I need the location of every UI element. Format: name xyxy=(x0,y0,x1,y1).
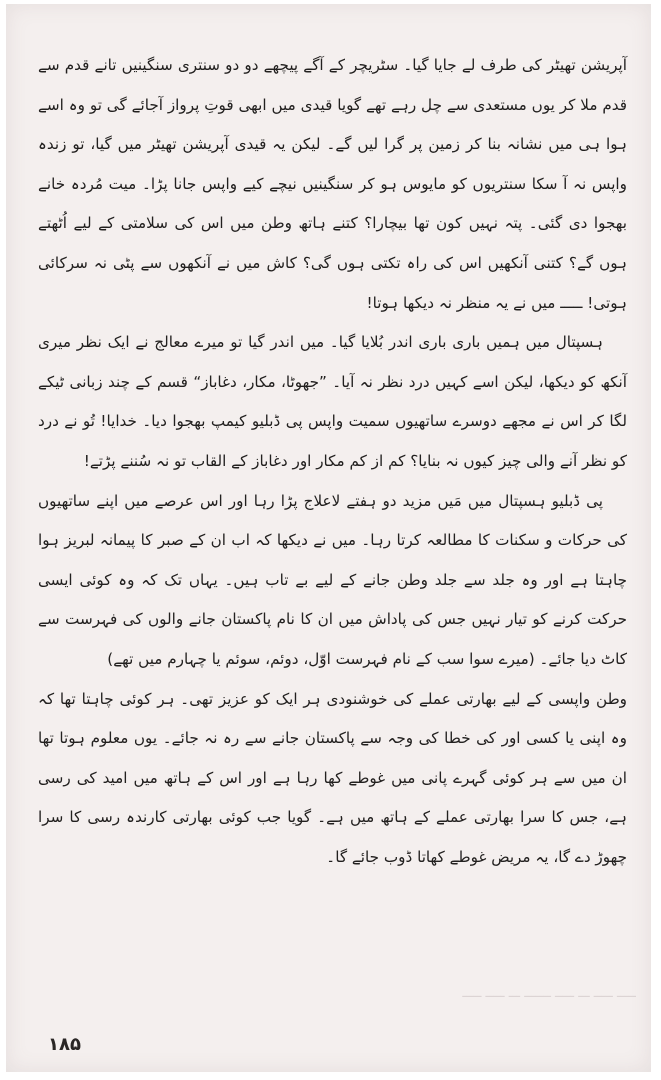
reverse-side-bleed-through: ـــــ ـــــ ـــ ـــــ ـــــــ ـــ ـــــ ـــــ xyxy=(462,986,636,1001)
paragraph-4: وطن واپسی کے لیے بھارتی عملے کی خوشنودی ہر ایک کو عزیز تھی۔ ہر کوئی چاہتا تھا کہ وہ اپنی یا کسی اور کی خطا کی وجہ سے پاکستان جانے سے رہ نہ جائے۔ یوں معلوم ہوتا تھا ان میں سے ہر کوئی گہرے پانی میں غوطے کھا رہا ہے اور اس کے ہاتھ میں امید کی رسی ہے، جس کا سرا بھارتی عملے کے ہاتھ میں ہے۔ گویا جب کوئی بھارتی کارندہ رسی کا سرا چھوڑ دے گا، یہ مریض غوطے کھاتا ڈوب جائے گا۔ xyxy=(38,689,627,866)
paragraph-3: پی ڈبلیو ہسپتال میں مَیں مزید دو ہفتے لاعلاج پڑا رہا اور اس عرصے میں اپنے ساتھیوں کی حرکات و سکنات کا مطالعہ کرتا رہا۔ میں نے دیکھا کہ اب ان کے صبر کا پیمانہ لبریز ہوا چاہتا ہے اور وہ جلد سے جلد وطن جانے کے لیے بے تاب ہیں۔ یہاں تک کہ وہ کوئی ایسی حرکت کرنے کو تیار نہیں جس کی پاداش میں ان کا نام پاکستان جانے والوں کی فہرست سے کاٹ دیا جائے۔ (میرے سوا سب کے نام فہرست اوّل، دوئم، سوئم یا چہارم میں تھے) xyxy=(38,491,627,668)
body-text xyxy=(38,46,627,877)
book-page xyxy=(6,4,651,1072)
paragraph-2: ہسپتال میں ہمیں باری باری اندر بُلایا گیا۔ میں اندر گیا تو میرے معالج نے ایک نظر میری آنکھ کو دیکھا، لیکن اسے کہیں درد نظر نہ آیا۔ ”جھوٹا، مکار، دغاباز“ قسم کے چند زبانی ٹیکے لگا کر اس نے مجھے دوسرے ساتھیوں سمیت واپس پی ڈبلیو کیمپ بھجوا دیا۔ خدایا! تُو نے درد کو نظر آنے والی چیز کیوں نہ بنایا؟ کم از کم مکار اور دغاباز کے القاب تو نہ سُننے پڑتے! xyxy=(38,333,627,470)
page-number: ۱۸۵ xyxy=(48,1034,81,1055)
paragraph-1: آپریشن تھیٹر کی طرف لے جایا گیا۔ سٹریچر کے آگے پیچھے دو دو سنتری سنگینیں تانے قدم سے قدم ملا کر یوں مستعدی سے چل رہے تھے گویا قیدی میں ابھی قوتِ پرواز آجائے گی تو وہ اسے ہوا ہی میں نشانہ بنا کر زمین پر گرا لیں گے۔ لیکن یہ قیدی آپریشن تھیٹر میں گیا، تو زندہ واپس نہ آ سکا سنتریوں کو مایوس ہو کر سنگینیں نیچے کیے واپس جانا پڑا۔ میت مُردہ خانے بھجوا دی گئی۔ پتہ نہیں کون تھا بیچارا؟ کتنے ہاتھ وطن میں اس کی سلامتی کے لیے اُٹھتے ہوں گے؟ کتنی آنکھیں اس کی راہ تکتی ہوں گی؟ کاش میں نے آنکھوں سے پٹی نہ سرکائی ہوتی! ـــــ میں نے یہ منظر نہ دیکھا ہوتا! xyxy=(38,56,627,312)
